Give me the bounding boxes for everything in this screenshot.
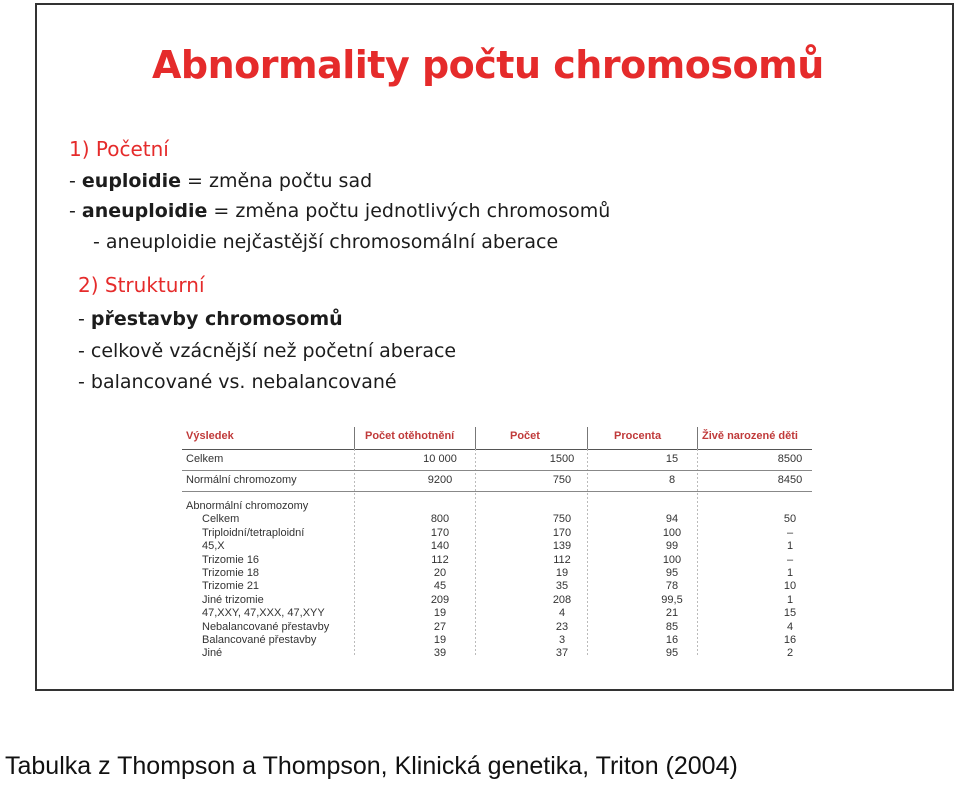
row-label: Balancované přestavby [202, 633, 317, 646]
table-row [182, 607, 812, 620]
cell-live-births: 15 [783, 607, 797, 620]
source-caption: Tabulka z Thompson a Thompson, Klinická genetika, Triton (2004) [5, 752, 738, 780]
table-row [182, 621, 812, 634]
table-row [182, 527, 812, 540]
term-prestavby: přestavby chromosomů [90, 308, 343, 330]
term-aneuploidie: aneuploidie [81, 200, 208, 222]
column-divider [354, 427, 355, 449]
cell-count: 750 [552, 513, 572, 526]
cell-pregnancies: 9200 [427, 474, 453, 486]
cell-live-births: 8450 [777, 474, 803, 486]
cell-percent: 94 [665, 513, 679, 526]
header-zive-narozene: Živě narozené děti [702, 430, 798, 442]
bullet-dash: - [69, 200, 82, 222]
header-pocet-otehotneni: Počet otěhotnění [365, 430, 455, 442]
cell-percent: 99,5 [661, 593, 683, 606]
table-row-group-heading [182, 500, 812, 513]
cell-count: 3 [558, 633, 566, 646]
cell-percent: 8 [668, 474, 676, 486]
cell-count: 112 [553, 553, 571, 566]
row-label: Trizomie 16 [202, 553, 260, 566]
header-procenta: Procenta [614, 430, 662, 442]
header-pocet: Počet [510, 430, 540, 442]
row-label: Celkem [186, 453, 224, 465]
row-label: Trizomie 18 [202, 566, 260, 579]
bullet-dash: - [78, 308, 91, 330]
term-euploidie: euploidie [81, 170, 181, 192]
cell-percent: 21 [665, 607, 679, 620]
cell-live-births: 1 [786, 593, 794, 606]
table-row [182, 450, 812, 471]
cell-percent: 100 [662, 526, 682, 539]
cell-live-births: 10 [783, 580, 797, 593]
results-table [182, 427, 812, 661]
row-label: Jiné trizomie [202, 593, 264, 606]
table-row [182, 471, 812, 492]
cell-count: 170 [552, 526, 572, 539]
section2-line1 [78, 308, 343, 330]
table-header [182, 427, 812, 450]
column-divider [697, 427, 698, 449]
cell-percent: 95 [665, 566, 679, 579]
table-row [182, 647, 812, 660]
row-label: 47,XXY, 47,XXX, 47,XYY [202, 607, 325, 620]
cell-percent: 85 [665, 620, 679, 633]
cell-pregnancies: 27 [433, 620, 447, 633]
section1-line2 [69, 200, 610, 222]
table-row [182, 567, 812, 580]
column-divider [475, 427, 476, 449]
table-row [182, 554, 812, 567]
cell-live-births: 4 [786, 620, 794, 633]
cell-pregnancies: 19 [433, 633, 447, 646]
header-vysledek: Výsledek [186, 430, 234, 442]
table-row [182, 634, 812, 647]
cell-pregnancies: 20 [433, 566, 447, 579]
cell-live-births: – [786, 526, 794, 539]
cell-pregnancies: 10 000 [423, 453, 457, 465]
cell-percent: 78 [665, 580, 679, 593]
cell-pregnancies: 45 [433, 580, 447, 593]
cell-live-births: 1 [786, 566, 794, 579]
row-label: Celkem [202, 513, 240, 526]
section2-line3: - balancované vs. nebalancované [78, 371, 397, 393]
column-divider [587, 427, 588, 449]
cell-count: 750 [552, 474, 572, 486]
cell-count: 208 [552, 593, 572, 606]
slide [35, 3, 954, 691]
row-label: Abnormální chromozomy [186, 500, 309, 512]
row-label: 45,X [202, 540, 225, 553]
section1-line3: - aneuploidie nejčastější chromosomální aberace [93, 231, 559, 253]
definition-text: = změna počtu sad [181, 170, 373, 192]
spacer [182, 492, 812, 500]
section2-line2: - celkově vzácnější než početní aberace [78, 340, 457, 362]
cell-pregnancies: 140 [430, 540, 450, 553]
cell-count: 19 [555, 566, 569, 579]
cell-percent: 16 [665, 633, 679, 646]
section1-heading: 1) Početní [69, 137, 169, 161]
slide-title: Abnormality počtu chromosomů [152, 43, 824, 87]
table-row [182, 540, 812, 553]
cell-percent: 95 [665, 647, 679, 660]
cell-count: 37 [555, 647, 569, 660]
cell-percent: 15 [665, 453, 679, 465]
row-label: Trizomie 21 [202, 580, 260, 593]
cell-live-births: 16 [783, 633, 797, 646]
row-label: Normální chromozomy [186, 474, 297, 486]
cell-pregnancies: 170 [430, 526, 450, 539]
row-label: Triploidní/tetraploidní [202, 526, 305, 539]
cell-pregnancies: 39 [433, 647, 447, 660]
cell-pregnancies: 19 [433, 607, 447, 620]
section2-heading: 2) Strukturní [78, 273, 205, 297]
cell-pregnancies: 209 [430, 593, 450, 606]
cell-count: 35 [555, 580, 569, 593]
bullet-dash: - [69, 170, 82, 192]
cell-live-births: – [786, 553, 794, 566]
row-label: Nebalancované přestavby [202, 620, 330, 633]
cell-percent: 100 [662, 553, 682, 566]
cell-pregnancies: 800 [430, 513, 450, 526]
cell-count: 4 [558, 607, 566, 620]
cell-count: 139 [552, 540, 572, 553]
cell-count: 1500 [549, 453, 575, 465]
definition-text: = změna počtu jednotlivých chromosomů [207, 200, 611, 222]
cell-percent: 99 [665, 540, 679, 553]
cell-pregnancies: 112 [431, 553, 449, 566]
cell-live-births: 2 [786, 647, 794, 660]
table-row [182, 513, 812, 526]
section1-line1 [69, 170, 372, 192]
table-row [182, 580, 812, 593]
cell-live-births: 1 [786, 540, 794, 553]
cell-live-births: 8500 [777, 453, 803, 465]
cell-count: 23 [555, 620, 569, 633]
cell-live-births: 50 [783, 513, 797, 526]
row-label: Jiné [202, 647, 223, 660]
table-row [182, 594, 812, 607]
